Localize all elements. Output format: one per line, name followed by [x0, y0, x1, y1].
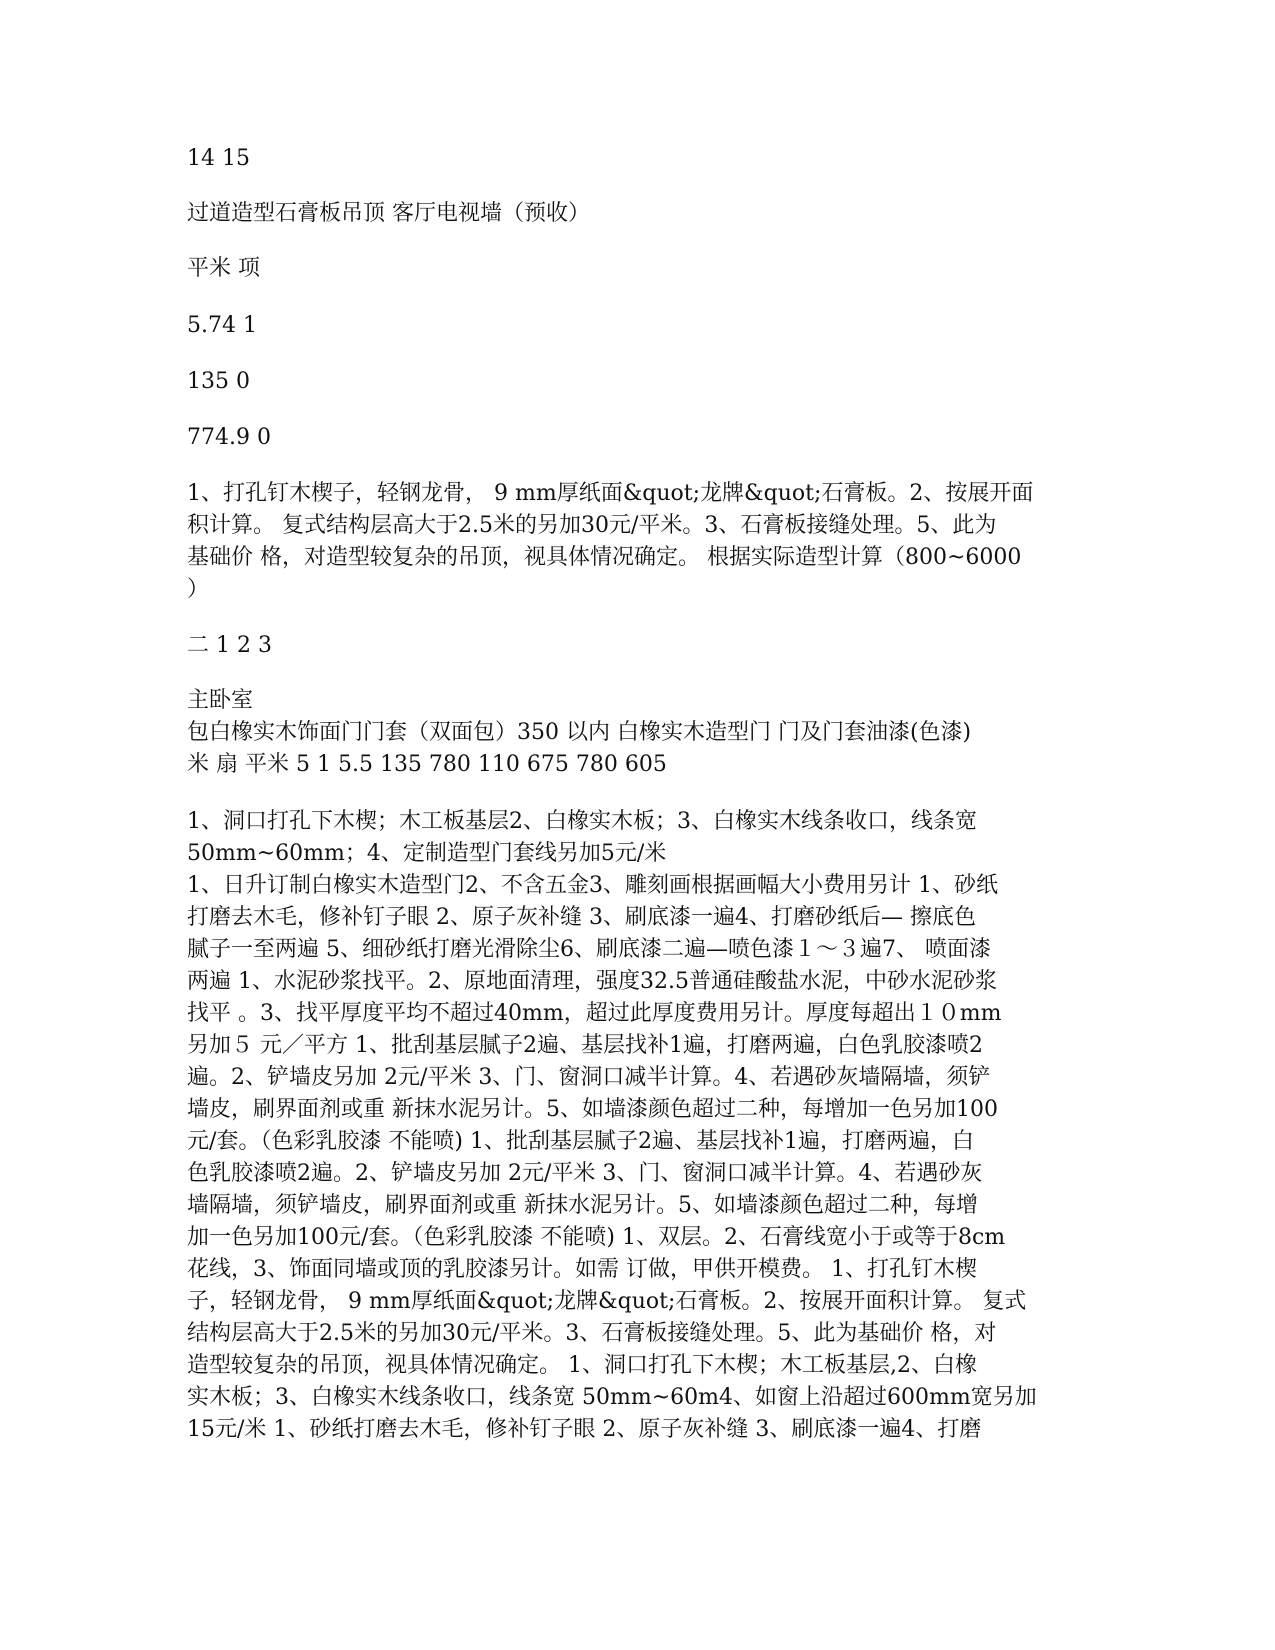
text-line: 两遍 1、水泥砂浆找平。2、原地面清理，强度32.5普通硅酸盐水泥，中砂水泥砂浆 [187, 969, 997, 994]
item-title: 过道造型石膏板吊顶 客厅电视墙（预收） [187, 201, 590, 226]
text-line: ） [187, 577, 210, 602]
text-line: 打磨去木毛，修补钉子眼 2、原子灰补缝 3、刷底漆一遍4、打磨砂纸后— 擦底色 [187, 905, 976, 930]
text-line: 找平 。3、找平厚度平均不超过40mm，超过此厚度费用另计。厚度每超出１０mm [187, 1001, 1002, 1026]
text-line: 1、日升订制白橡实木造型门2、不含五金3、雕刻画根据画幅大小费用另计 1、砂纸 [187, 873, 998, 898]
text-line: 花线，3、饰面同墙或顶的乳胶漆另计。如需 订做，甲供开模费。 1、打孔钉木楔 [187, 1257, 977, 1282]
text-line: 米 扇 平米 5 1 5.5 135 780 110 675 780 605 [187, 752, 667, 777]
text-line: 积计算。 复式结构层高大于2.5米的另加30元/平米。3、石膏板接缝处理。5、此为 [187, 513, 997, 538]
text-line: 加一色另加100元/套。（色彩乳胶漆 不能喷) 1、双层。2、石膏线宽小于或等于8cm [187, 1225, 1006, 1250]
master-bedroom-section [187, 685, 1087, 781]
text-line: 实木板；3、白橡实木线条收口，线条宽 50mm~60m4、如窗上沿超过600mm宽另加 [187, 1385, 1037, 1410]
section-heading: 主卧室 [187, 688, 254, 713]
quantity-line: 5.74 1 [187, 313, 257, 338]
text-line: 1、打孔钉木楔子，轻钢龙骨， 9 mm厚纸面&quot;龙牌&quot;石膏板。2、按展开面 [187, 481, 1034, 506]
work-description [187, 806, 1087, 1446]
unit-line: 平米 项 [187, 256, 260, 281]
text-line: 元/套。（色彩乳胶漆 不能喷) 1、批刮基层腻子2遍、基层找补1遍，打磨两遍，白 [187, 1129, 974, 1154]
text-line: 墙隔墙，须铲墙皮，刷界面剂或重 新抹水泥另计。5、如墙漆颜色超过二种，每增 [187, 1193, 978, 1218]
text-line: 15元/米 1、砂纸打磨去木毛，修补钉子眼 2、原子灰补缝 3、刷底漆一遍4、打磨 [187, 1417, 982, 1442]
text-line: 50mm~60mm；4、定制造型门套线另加5元/米 [187, 841, 667, 866]
text-line: 色乳胶漆喷2遍。2、铲墙皮另加 2元/平米 3、门、窗洞口减半计算。4、若遇砂灰 [187, 1161, 983, 1186]
ceiling-description [187, 478, 1087, 606]
text-line: 墙皮，刷界面剂或重 新抹水泥另计。5、如墙漆颜色超过二种，每增加一色另加100 [187, 1097, 998, 1122]
text-line: 基础价 格，对造型较复杂的吊顶，视具体情况确定。 根据实际造型计算（800~6000 [187, 545, 1022, 570]
text-line: 另加５ 元／平方 1、批刮基层腻子2遍、基层找补1遍，打磨两遍，白色乳胶漆喷2 [187, 1033, 983, 1058]
text-line: 遍。2、铲墙皮另加 2元/平米 3、门、窗洞口减半计算。4、若遇砂灰墙隔墙，须铲 [187, 1065, 991, 1090]
text-line: 结构层高大于2.5米的另加30元/平米。3、石膏板接缝处理。5、此为基础价 格，对 [187, 1321, 997, 1346]
text-line: 造型较复杂的吊顶，视具体情况确定。 1、洞口打孔下木楔；木工板基层,2、白橡 [187, 1353, 977, 1378]
text-line: 腻子一至两遍 5、细砂纸打磨光滑除尘6、刷底漆二遍—喷色漆１～３遍7、 喷面漆 [187, 937, 991, 962]
page-number-line: 14 15 [187, 146, 250, 171]
text-line: 子，轻钢龙骨， 9 mm厚纸面&quot;龙牌&quot;石膏板。2、按展开面积计算。 复式 [187, 1289, 1027, 1314]
section-number-line: 二 1 2 3 [187, 633, 272, 658]
text-line: 1、洞口打孔下木楔；木工板基层2、白橡实木板；3、白橡实木线条收口，线条宽 [187, 809, 977, 834]
price-line: 135 0 [187, 369, 250, 394]
text-line: 包白橡实木饰面门门套（双面包）350 以内 白橡实木造型门 门及门套油漆(色漆) [187, 720, 972, 745]
total-line: 774.9 0 [187, 425, 271, 450]
